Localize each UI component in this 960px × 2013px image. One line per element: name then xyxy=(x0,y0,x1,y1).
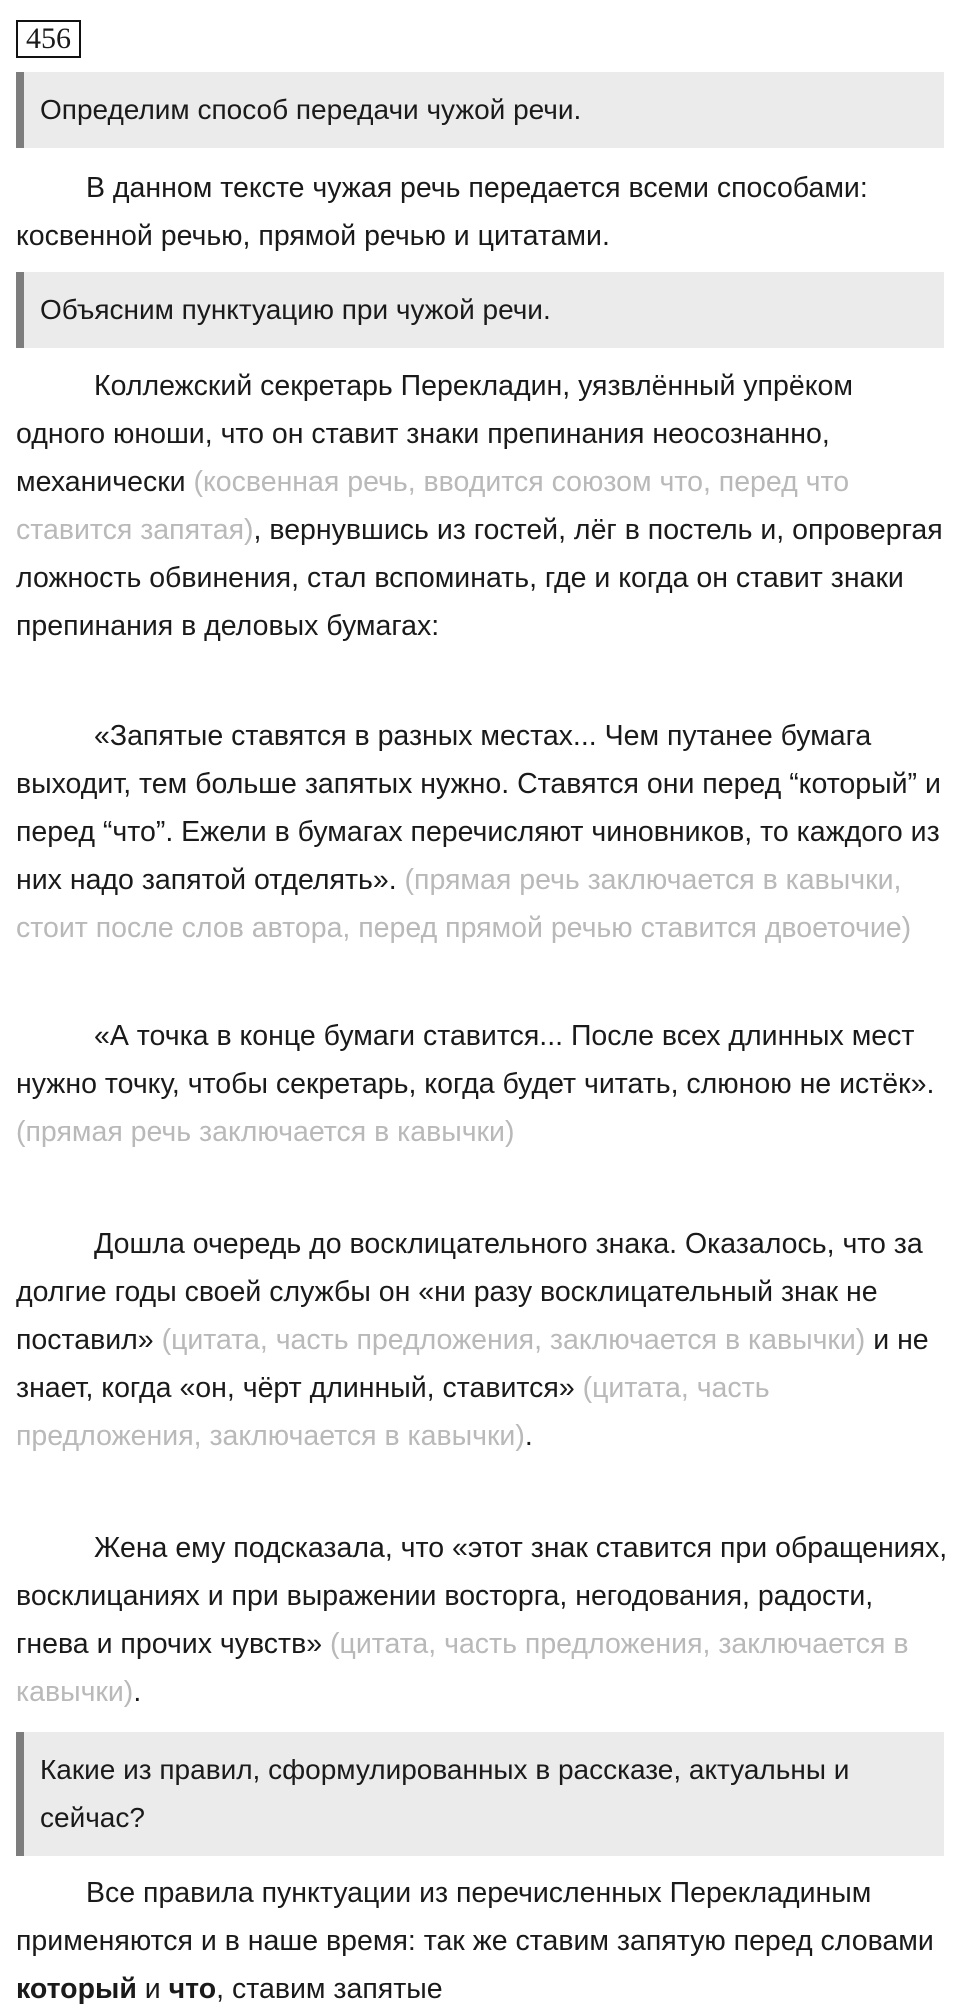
paragraph-text: Все правила пунктуации из перечисленных Перекладиным применяются и в наше время: так же ставим запятую перед словами xyxy=(16,1877,934,1957)
section-header-speech-method: Определим способ передачи чужой речи. xyxy=(16,72,944,148)
explanation-note: (прямая речь заключается в кавычки) xyxy=(16,1116,515,1148)
keyword-kotoryi: который xyxy=(16,1973,137,2005)
paragraph-text: «А точка в конце бумаги ставится... После всех длинных мест нужно точку, чтобы секретарь, когда будет читать, слюною не истёк». xyxy=(16,1020,935,1100)
paragraph-text: и не знает, когда «он, чёрт длинный, ставится» xyxy=(16,1324,929,1404)
keyword-chto: что xyxy=(168,1973,217,2005)
explanation-note: (косвенная речь, вводится союзом что, перед что ставится запятая) xyxy=(16,466,850,546)
paragraph-text: , вернувшись из гостей, лёг в постель и, опровергая ложность обвинения, стал вспоминать, где и когда он ставит знаки препинания в деловых бумагах: xyxy=(16,514,943,642)
paragraph-rules-today xyxy=(16,1869,948,2013)
paragraph-period-quote xyxy=(16,1012,948,1156)
task-number: 456 xyxy=(16,20,81,58)
explanation-note: (цитата, часть предложения, заключается в кавычки) xyxy=(16,1372,770,1452)
paragraph-commas-quote xyxy=(16,712,948,952)
paragraph-perekladin xyxy=(16,362,948,650)
paragraph-text: Дошла очередь до восклицательного знака. Оказалось, что за долгие годы своей службы он «ни разу восклицательный знак не поставил» xyxy=(16,1228,923,1356)
paragraph-text: и xyxy=(136,1973,169,2005)
paragraph-wife xyxy=(16,1524,948,1716)
paragraph-exclamation xyxy=(16,1220,948,1460)
section-header-punctuation: Объясним пунктуацию при чужой речи. xyxy=(16,272,944,348)
paragraph-text: Жена ему подсказала, что «этот знак ставится при обращениях, восклицаниях и при выражении восторга, негодования, радости, гнева и прочих чувств» xyxy=(16,1532,948,1660)
section-header-actual-rules: Какие из правил, сформулированных в рассказе, актуальны и сейчас? xyxy=(16,1732,944,1856)
paragraph-speech-method: В данном тексте чужая речь передается всеми способами: косвенной речью, прямой речью и цитатами. xyxy=(16,172,868,252)
paragraph-text: . xyxy=(133,1676,142,1708)
paragraph-text: «Запятые ставятся в разных местах... Чем путанее бумага выходит, тем больше запятых нужно. Ставятся они перед “который” и перед “что”. Ежели в бумагах перечисляют чиновников, то каждого из них надо запятой отделять». xyxy=(16,720,941,896)
explanation-note: (прямая речь заключается в кавычки, стоит после слов автора, перед прямой речью ставится двоеточие) xyxy=(16,864,912,944)
paragraph-text: Коллежский секретарь Перекладин, уязвлённый упрёком одного юноши, что он ставит знаки препинания неосознанно, механически xyxy=(16,370,853,498)
explanation-note: (цитата, часть предложения, заключается в кавычки) xyxy=(161,1324,866,1356)
document-page xyxy=(16,0,948,2005)
explanation-note: (цитата, часть предложения, заключается в кавычки) xyxy=(16,1628,909,1708)
paragraph-text: , ставим запятые xyxy=(216,1973,443,2005)
paragraph-text: . xyxy=(524,1420,533,1452)
